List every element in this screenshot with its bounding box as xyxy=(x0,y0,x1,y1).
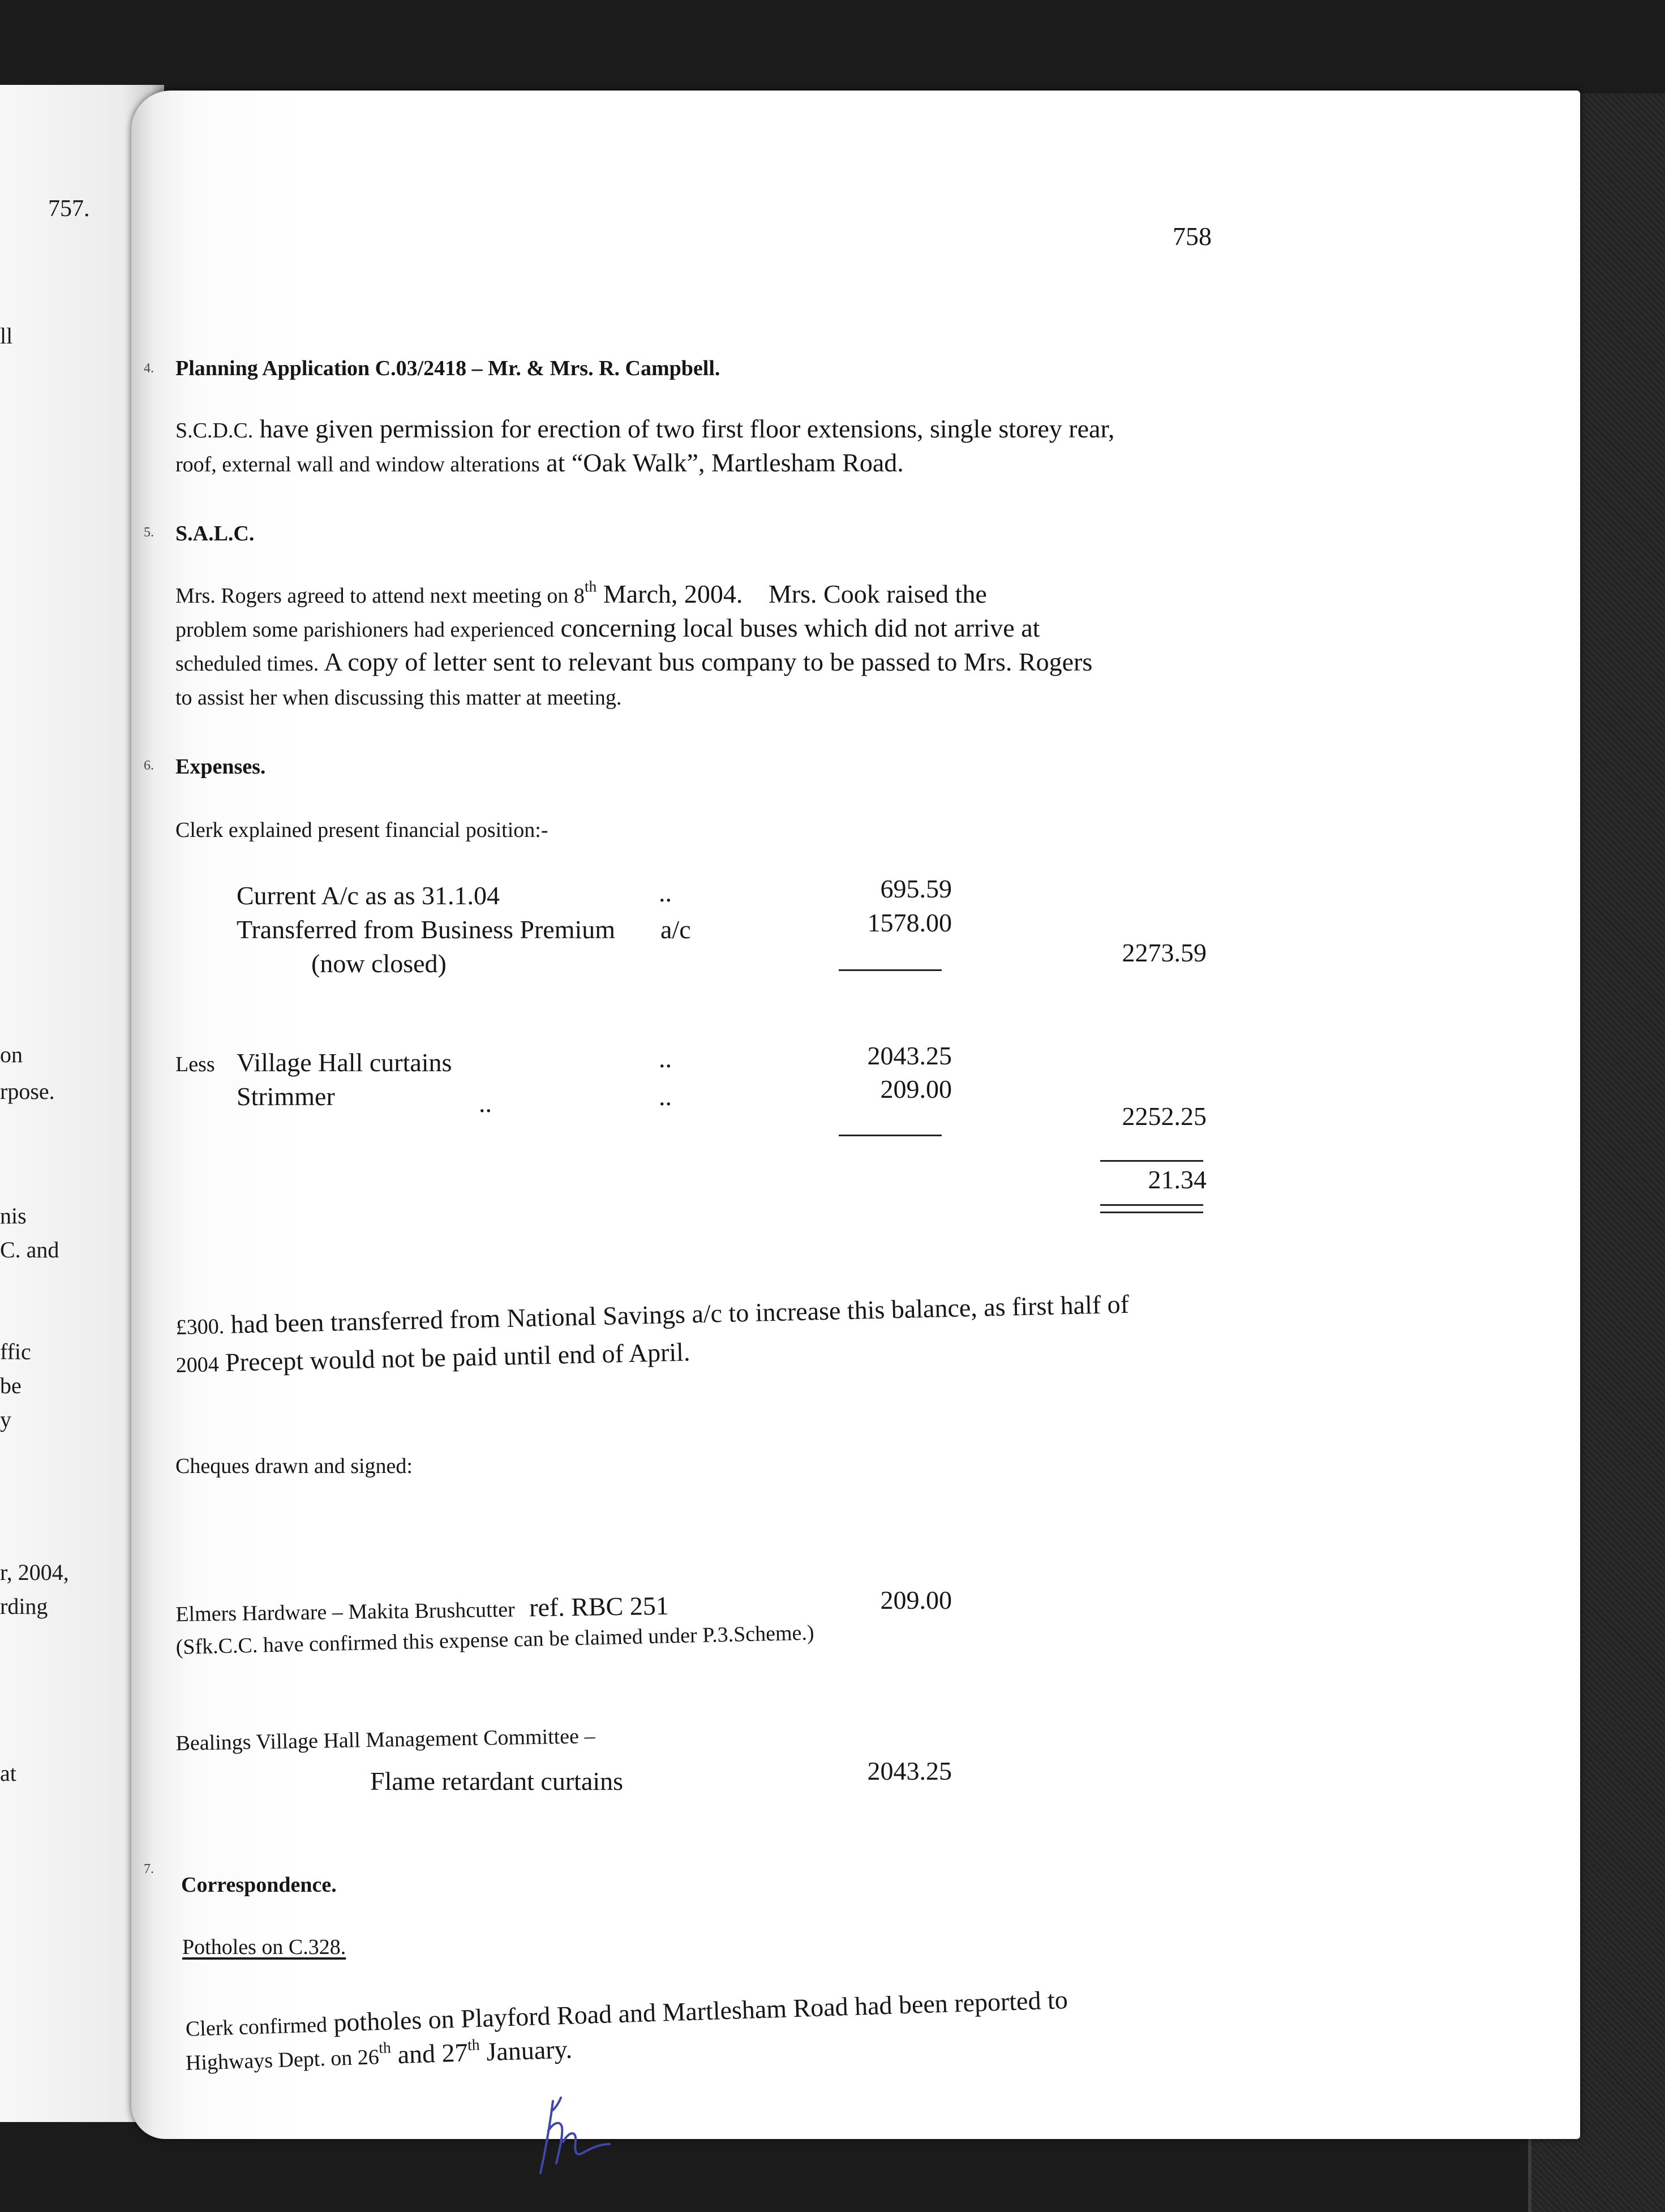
cheque-line: Elmers Hardware – Makita Brushcutter ref. RBC 251 xyxy=(175,1591,670,1626)
cheque-note: (Sfk.C.C. have confirmed this expense can be claimed under P.3.Scheme.) xyxy=(175,1621,814,1659)
account-row-dots: .. xyxy=(659,1044,672,1073)
cheque-line: Bealings Village Hall Management Committee – xyxy=(175,1724,595,1755)
previous-page-fragment: r, 2004, xyxy=(0,1560,69,1585)
potholes-text-line: Clerk confirmed potholes on Playford Road and Martlesham Road had been reported to xyxy=(185,1985,1068,2041)
account-row-dots: .. xyxy=(659,878,672,907)
previous-page-fragment: y xyxy=(0,1407,11,1432)
account-row-label: Current A/c as as 31.1.04 xyxy=(237,881,500,910)
expenses-intro: Clerk explained present financial position:- xyxy=(175,818,548,842)
balance-double-rule xyxy=(1100,1204,1203,1213)
previous-page-fragment: ll xyxy=(0,323,13,349)
balance-rule xyxy=(1100,1160,1203,1162)
previous-page-fragment: rpose. xyxy=(0,1079,55,1104)
cheques-heading: Cheques drawn and signed: xyxy=(175,1454,413,1478)
previous-page-fragment: be xyxy=(0,1373,22,1398)
account-row-label: Transferred from Business Premium xyxy=(237,915,616,944)
account-subtotal: 2273.59 xyxy=(1122,938,1207,967)
item-heading-salc: S.A.L.C. xyxy=(175,522,255,546)
item-number: 6. xyxy=(144,758,154,773)
potholes-text-line: Highways Dept. on 26th and 27th January. xyxy=(185,2034,573,2075)
less-subtotal-rule xyxy=(839,1135,942,1136)
account-less-label: Less xyxy=(175,1053,215,1076)
transfer-text-line: £300. had been transferred from National Savings a/c to increase this balance, as first half of xyxy=(175,1289,1130,1339)
salc-text-line: to assist her when discussing this matter at meeting. xyxy=(175,686,622,710)
minutes-page xyxy=(131,91,1580,2139)
salc-text-line: scheduled times. A copy of letter sent to relevant bus company to be passed to Mrs. Rogers xyxy=(175,647,1093,676)
account-balance: 21.34 xyxy=(1148,1165,1207,1194)
page-number: 758 xyxy=(1173,222,1212,251)
account-row-ac: a/c xyxy=(660,915,691,944)
previous-page-fragment: at xyxy=(0,1760,16,1786)
item-number: 7. xyxy=(144,1862,154,1876)
signature-initials xyxy=(536,2097,621,2176)
transfer-text-line: 2004 Precept would not be paid until end of April. xyxy=(175,1337,690,1377)
cheque-value: 209.00 xyxy=(880,1586,952,1614)
item-number: 5. xyxy=(144,525,154,540)
account-row-dots: .. xyxy=(659,1082,672,1111)
account-row-dots: .. xyxy=(479,1089,492,1118)
salc-text-line: Mrs. Rogers agreed to attend next meeting on 8th March, 2004. Mrs. Cook raised the xyxy=(175,577,987,608)
item-heading-correspondence: Correspondence. xyxy=(181,1873,337,1897)
account-row-value: 1578.00 xyxy=(867,908,952,937)
previous-page-fragment: C. and xyxy=(0,1237,59,1262)
cheque-value: 2043.25 xyxy=(867,1756,952,1785)
previous-page-fragment: ffic xyxy=(0,1339,31,1364)
account-row-sublabel: (now closed) xyxy=(311,949,447,978)
account-row-value: 2043.25 xyxy=(867,1041,952,1070)
item-number: 4. xyxy=(144,361,154,376)
account-row-label: Village Hall curtains xyxy=(237,1048,452,1077)
previous-page-number: 757. xyxy=(48,196,90,222)
account-less-total: 2252.25 xyxy=(1122,1102,1207,1131)
previous-page-fragment: rding xyxy=(0,1594,48,1619)
correspondence-subheading: Potholes on C.328. xyxy=(182,1935,346,1959)
cheque-sublabel: Flame retardant curtains xyxy=(370,1767,624,1796)
account-row-label: Strimmer xyxy=(237,1082,335,1111)
previous-page-fragment: on xyxy=(0,1042,23,1067)
item-heading-expenses: Expenses. xyxy=(175,755,266,779)
account-row-value: 695.59 xyxy=(880,874,952,903)
account-row-value: 209.00 xyxy=(880,1075,952,1103)
previous-page-fragment: nis xyxy=(0,1203,27,1229)
salc-text-line: problem some parishioners had experienced concerning local buses which did not arrive at xyxy=(175,613,1040,642)
item-heading-planning: Planning Application C.03/2418 – Mr. & Mrs. R. Campbell. xyxy=(175,357,720,380)
planning-text-line: S.C.D.C. have given permission for erection of two first floor extensions, single storey rear, xyxy=(175,414,1115,443)
planning-text-line: roof, external wall and window alterations at “Oak Walk”, Martlesham Road. xyxy=(175,448,904,477)
subtotal-rule xyxy=(839,969,942,971)
